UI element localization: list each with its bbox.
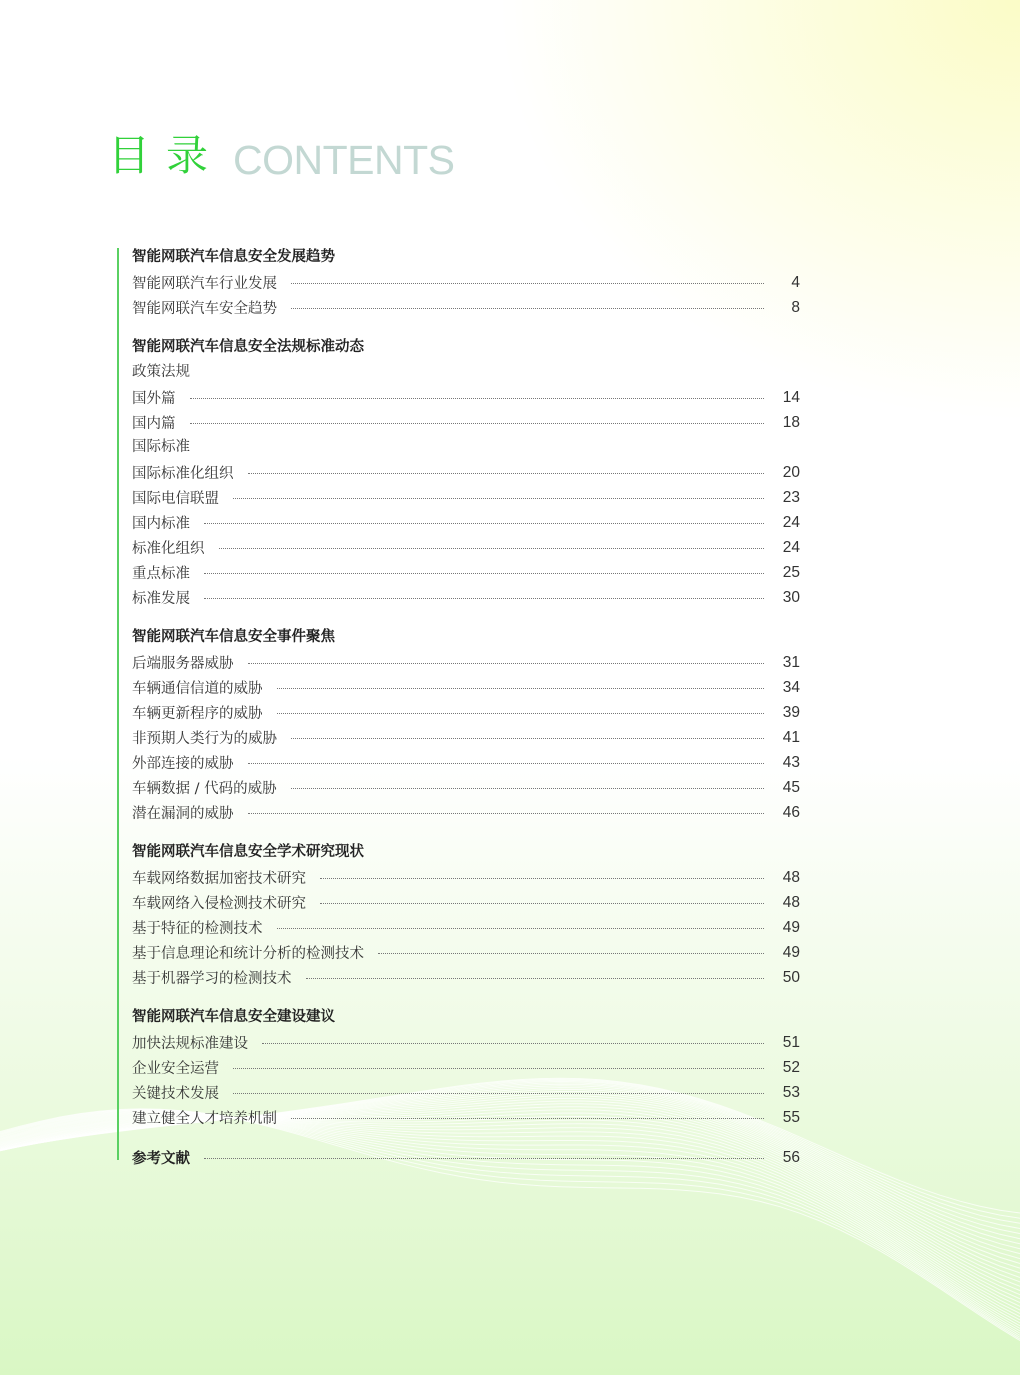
dot-leader (248, 763, 765, 764)
toc-entry[interactable] (132, 700, 800, 725)
entry-label: 国际标准化组织 (132, 466, 234, 482)
toc-entry[interactable] (132, 865, 800, 890)
page-number: 41 (782, 728, 800, 746)
page-number: 48 (782, 868, 800, 886)
entry-label: 建立健全人才培养机制 (132, 1111, 277, 1127)
page-number: 50 (782, 968, 800, 986)
entry-label: 非预期人类行为的威胁 (132, 731, 277, 747)
toc-section (132, 1005, 800, 1130)
entry-label: 车载网络入侵检测技术研究 (132, 896, 306, 912)
entry-label: 重点标准 (132, 566, 190, 582)
dot-leader (277, 688, 765, 689)
section-heading[interactable]: 智能网联汽车信息安全建设建议 (132, 1009, 335, 1025)
section-heading[interactable]: 智能网联汽车信息安全事件聚焦 (132, 629, 335, 645)
entry-label: 外部连接的威胁 (132, 756, 234, 772)
toc-accent-rule (117, 248, 119, 1160)
page-number: 25 (782, 563, 800, 581)
entry-label: 企业安全运营 (132, 1061, 219, 1077)
page-title-cn: 目录 (108, 131, 225, 180)
page-number: 8 (791, 298, 800, 316)
entry-label: 关键技术发展 (132, 1086, 219, 1102)
toc-entry[interactable] (132, 460, 800, 485)
page-number: 53 (782, 1083, 800, 1101)
toc-section (132, 840, 800, 990)
entry-label: 加快法规标准建设 (132, 1036, 248, 1052)
dot-leader (233, 1093, 764, 1094)
page-number: 34 (782, 678, 800, 696)
toc-entry[interactable] (132, 675, 800, 700)
dot-leader (190, 398, 765, 399)
section-heading[interactable]: 智能网联汽车信息安全学术研究现状 (132, 844, 364, 860)
dot-leader (291, 788, 764, 789)
toc-entry[interactable] (132, 535, 800, 560)
entry-label: 国内篇 (132, 416, 176, 432)
entry-label: 基于特征的检测技术 (132, 921, 263, 937)
toc-entry[interactable] (132, 965, 800, 990)
page-number: 55 (782, 1108, 800, 1126)
dot-leader (219, 548, 765, 549)
page-number: 24 (782, 513, 800, 531)
entry-label: 后端服务器威胁 (132, 656, 234, 672)
dot-leader (320, 878, 764, 879)
toc-entry[interactable] (132, 915, 800, 940)
toc-entry[interactable] (132, 585, 800, 610)
toc-entry[interactable] (132, 410, 800, 435)
toc-section (132, 335, 800, 610)
page-number: 20 (782, 463, 800, 481)
page-number: 56 (782, 1148, 800, 1166)
page-number: 46 (782, 803, 800, 821)
toc-entry[interactable] (132, 385, 800, 410)
page-title-en: CONTENTS (233, 137, 455, 183)
dot-leader (291, 308, 764, 309)
page-number: 43 (782, 753, 800, 771)
toc-entry[interactable] (132, 940, 800, 965)
entry-label: 潜在漏洞的威胁 (132, 806, 234, 822)
toc-section (132, 245, 800, 320)
page-number: 49 (782, 943, 800, 961)
table-of-contents (132, 245, 800, 1170)
dot-leader (320, 903, 764, 904)
entry-label: 车载网络数据加密技术研究 (132, 871, 306, 887)
page-number: 18 (782, 413, 800, 431)
toc-entry[interactable] (132, 295, 800, 320)
toc-entry[interactable] (132, 560, 800, 585)
entry-label: 基于机器学习的检测技术 (132, 971, 292, 987)
dot-leader (291, 738, 764, 739)
page-number: 14 (782, 388, 800, 406)
toc-entry[interactable] (132, 1055, 800, 1080)
dot-leader (277, 928, 765, 929)
dot-leader (378, 953, 764, 954)
entry-label: 智能网联汽车行业发展 (132, 276, 277, 292)
dot-leader (291, 283, 764, 284)
dot-leader (204, 1158, 764, 1159)
page-number: 52 (782, 1058, 800, 1076)
entry-label: 国外篇 (132, 391, 176, 407)
entry-label: 参考文献 (132, 1151, 190, 1167)
page-number: 49 (782, 918, 800, 936)
page-number: 51 (782, 1033, 800, 1051)
toc-entry[interactable] (132, 485, 800, 510)
subsection-heading: 国际标准 (132, 439, 190, 455)
page-number: 48 (782, 893, 800, 911)
toc-entry[interactable] (132, 270, 800, 295)
toc-entry[interactable] (132, 750, 800, 775)
entry-label: 智能网联汽车安全趋势 (132, 301, 277, 317)
dot-leader (204, 573, 764, 574)
entry-label: 车辆更新程序的威胁 (132, 706, 263, 722)
toc-entry[interactable] (132, 650, 800, 675)
entry-label: 国际电信联盟 (132, 491, 219, 507)
dot-leader (233, 1068, 764, 1069)
toc-entry[interactable] (132, 1080, 800, 1105)
entry-label: 标准化组织 (132, 541, 205, 557)
subsection-heading: 政策法规 (132, 364, 190, 380)
toc-entry[interactable] (132, 1105, 800, 1130)
entry-label: 车辆通信信道的威胁 (132, 681, 263, 697)
dot-leader (262, 1043, 764, 1044)
dot-leader (204, 523, 764, 524)
toc-entry[interactable] (132, 800, 800, 825)
toc-entry[interactable] (132, 510, 800, 535)
section-heading[interactable]: 智能网联汽车信息安全发展趋势 (132, 249, 335, 265)
toc-entry-references[interactable] (132, 1145, 800, 1170)
page-number: 31 (782, 653, 800, 671)
page-number: 39 (782, 703, 800, 721)
entry-label: 车辆数据 / 代码的威胁 (132, 781, 277, 797)
page-number: 45 (782, 778, 800, 796)
dot-leader (248, 813, 765, 814)
toc-entry[interactable] (132, 725, 800, 750)
page-number: 24 (782, 538, 800, 556)
dot-leader (291, 1118, 764, 1119)
toc-entry[interactable] (132, 1030, 800, 1055)
entry-label: 标准发展 (132, 591, 190, 607)
page-number: 30 (782, 588, 800, 606)
page-number: 23 (782, 488, 800, 506)
dot-leader (277, 713, 765, 714)
toc-entry[interactable] (132, 775, 800, 800)
toc-entry[interactable] (132, 890, 800, 915)
dot-leader (190, 423, 765, 424)
dot-leader (306, 978, 765, 979)
dot-leader (248, 663, 765, 664)
page-number: 4 (791, 273, 800, 291)
dot-leader (248, 473, 765, 474)
section-heading[interactable]: 智能网联汽车信息安全法规标准动态 (132, 339, 364, 355)
toc-section (132, 625, 800, 825)
dot-leader (204, 598, 764, 599)
entry-label: 国内标准 (132, 516, 190, 532)
entry-label: 基于信息理论和统计分析的检测技术 (132, 946, 364, 962)
references-section (132, 1145, 800, 1170)
dot-leader (233, 498, 764, 499)
